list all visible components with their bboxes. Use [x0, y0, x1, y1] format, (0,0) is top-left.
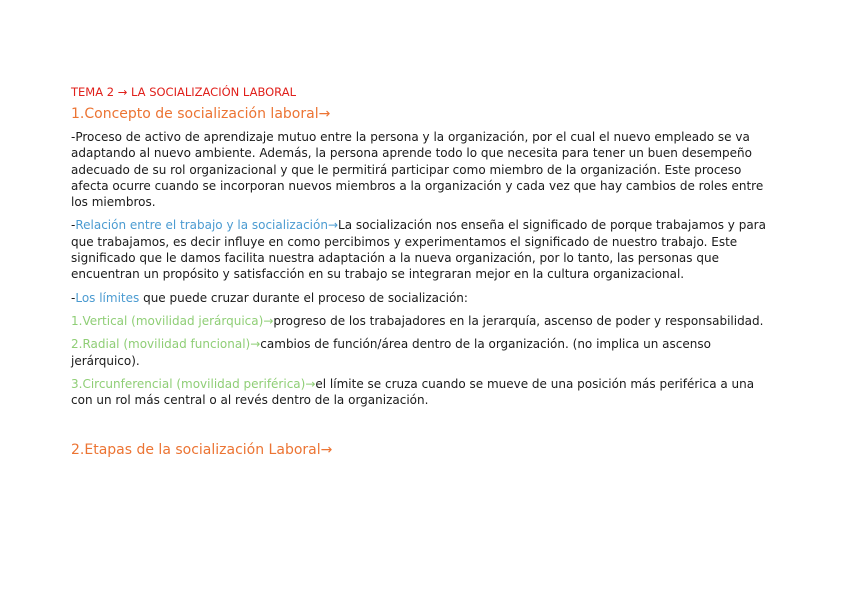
- paragraph-concept: -Proceso de activo de aprendizaje mutuo entre la persona y la organización, por el cual el nuevo empleado se va adaptando al nuevo ambiente. Además, la persona aprende todo lo que necesita para tener un buen desempeño adecuado de su rol organizacional y que le permitirá participar como miembro de la organización. Este proceso afecta ocurre cuando se incorporan nuevos miembros a la organización y cada vez que hay cambios de roles entre los miembros.: [71, 130, 764, 210]
- work-relation-highlight: Relación entre el trabajo y la socialización→: [75, 218, 339, 233]
- list-item-radial: [71, 336, 778, 369]
- document-title: TEMA 2 → LA SOCIALIZACIÓN LABORAL: [71, 85, 296, 99]
- limits-text: que puede cruzar durante el proceso de socialización:: [139, 290, 468, 305]
- work-relation-text: La socialización nos enseña el significado de porque trabajamos y para que trabajamos, es decir influye en como percibimos y experimentamos el significado de nuestro trabajo. Este significado que le damos facilita nuestra adaptación a la nueva organización, por lo tanto, las personas que encuentran un propósito y satisfacción en su trabajo se integraran mejor en la cultura organizacional.: [71, 218, 766, 282]
- list-item-circumferential: [71, 376, 778, 409]
- paragraph-work-relation: [71, 217, 778, 282]
- list-item-vertical: [71, 313, 778, 329]
- vertical-label: 1.Vertical (movilidad jerárquica)→: [71, 313, 274, 328]
- circumferential-label: 3.Circunferencial (movilidad periférica)→: [71, 376, 316, 391]
- dash-marker: -: [71, 290, 76, 305]
- paragraph-limits: [71, 290, 778, 306]
- section-2-heading: 2.Etapas de la socialización Laboral→: [71, 442, 333, 459]
- vertical-text: progreso de los trabajadores en la jerarquía, ascenso de poder y responsabilidad.: [273, 313, 764, 328]
- radial-label: 2.Radial (movilidad funcional)→: [71, 337, 261, 352]
- radial-text: cambios de función/área dentro de la organización. (no implica un ascenso jerárquico).: [71, 337, 711, 368]
- limits-highlight: Los límites: [75, 290, 140, 305]
- circumferential-text: el límite se cruza cuando se mueve de una posición más periférica a una con un rol más central o al revés dentro de la organización.: [71, 376, 755, 408]
- section-1-heading: 1.Concepto de socialización laboral→: [71, 106, 331, 122]
- dash-marker: -: [71, 218, 76, 233]
